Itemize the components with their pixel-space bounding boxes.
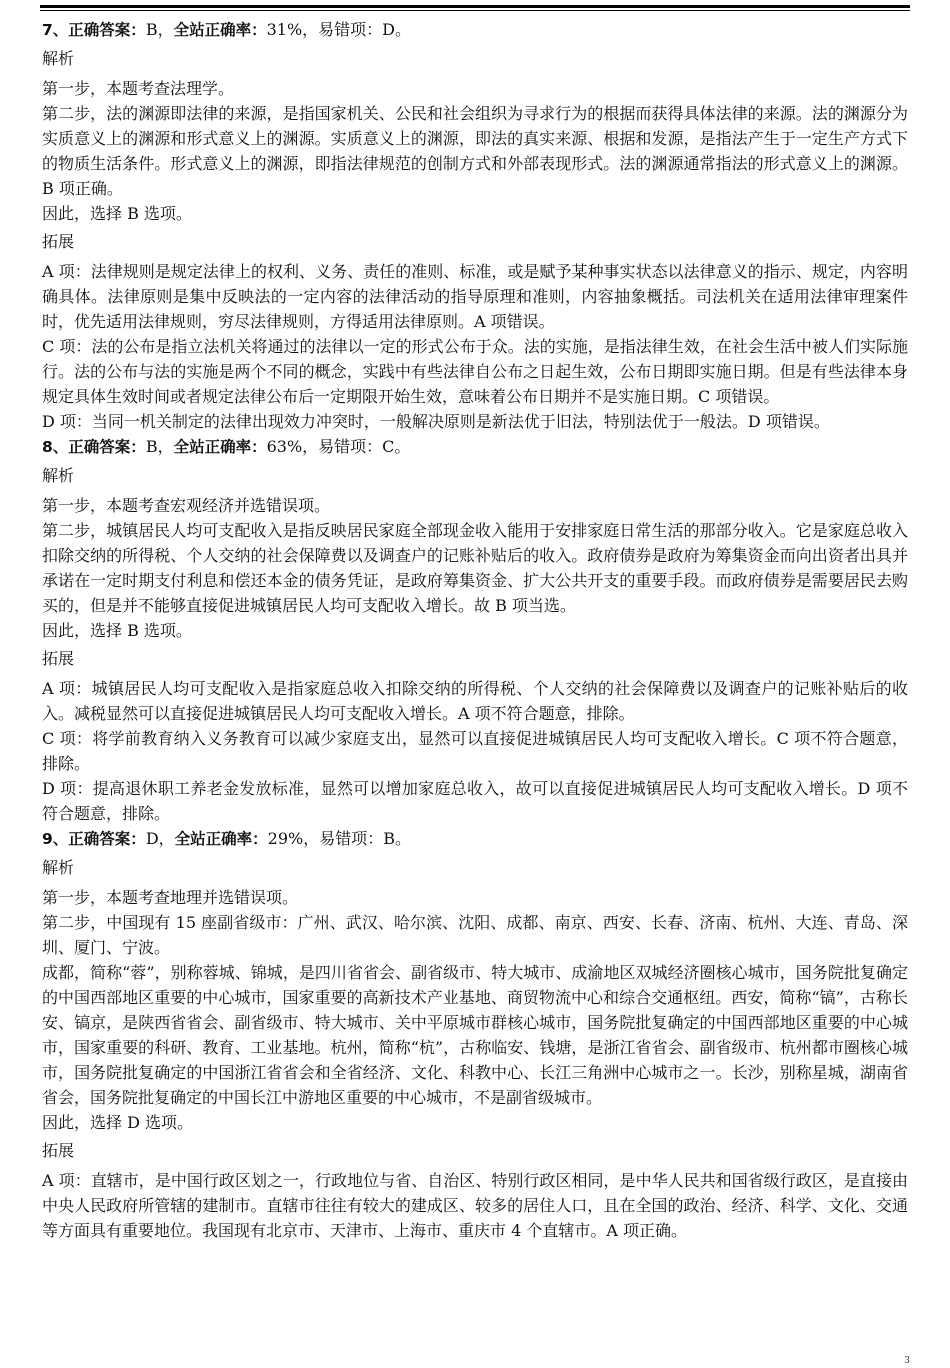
page-number: 3 bbox=[904, 1356, 910, 1366]
analysis-label: 解析 bbox=[42, 49, 75, 68]
extension-label: 拓展 bbox=[42, 1141, 75, 1160]
analysis-paragraph: 第一步，本题考查宏观经济并选错误项。 bbox=[42, 496, 331, 515]
header-rule-thick bbox=[40, 5, 910, 8]
extension-paragraph: C 项：法的公布是指立法机关将通过的法律以一定的形式公布于众。法的实施，是指法律生效，在社会生活中被人们实际施行。法的公布与法的实施是两个不同的概念，实践中有些法律自公布之日起生效，公布日期即实施日期。但是有些法律本身规定具体生效时间或者规定法律公布后一定期限开始生效，意味着公布日期并不是实施日期。C 项错误。 bbox=[42, 337, 908, 406]
question-7 bbox=[42, 17, 908, 434]
question-7-heading: 7、正确答案：B，全站正确率：31%，易错项：D。 bbox=[42, 20, 411, 39]
analysis-paragraph: 第二步，中国现有 15 座副省级市：广州、武汉、哈尔滨、沈阳、成都、南京、西安、长春、济南、杭州、大连、青岛、深圳、厦门、宁波。 bbox=[42, 913, 908, 957]
analysis-paragraph: 因此，选择 B 选项。 bbox=[42, 204, 192, 223]
question-9-heading: 9、正确答案：D，全站正确率：29%，易错项：B。 bbox=[42, 829, 411, 848]
question-8 bbox=[42, 434, 908, 826]
analysis-paragraph: 因此，选择 D 选项。 bbox=[42, 1113, 194, 1132]
extension-paragraph: D 项：提高退休职工养老金发放标准，显然可以增加家庭总收入，故可以直接促进城镇居民人均可支配收入增长。D 项不符合题意，排除。 bbox=[42, 779, 908, 823]
extension-paragraph: A 项：法律规则是规定法律上的权利、义务、责任的准则、标准，或是赋予某种事实状态以法律意义的指示、规定，内容明确具体。法律原则是集中反映法的一定内容的法律活动的指导原理和准则，内容抽象概括。司法机关在适用法律审理案件时，优先适用法律规则，穷尽法律规则，方得适用法律原则。A 项错误。 bbox=[42, 262, 908, 331]
extension-label: 拓展 bbox=[42, 649, 75, 668]
question-9 bbox=[42, 826, 908, 1243]
analysis-paragraph: 因此，选择 B 选项。 bbox=[42, 621, 192, 640]
analysis-paragraph: 第一步，本题考查地理并选错误项。 bbox=[42, 888, 299, 907]
analysis-paragraph: 成都，简称“蓉”，别称蓉城、锦城，是四川省省会、副省级市、特大城市、成渝地区双城经济圈核心城市，国务院批复确定的中国西部地区重要的中心城市，国家重要的高新技术产业基地、商贸物流中心和综合交通枢纽。西安，简称“镐”，古称长安、镐京，是陕西省省会、副省级市、特大城市、关中平原城市群核心城市，国务院批复确定的中国西部地区重要的中心城市，国家重要的科研、教育、工业基地。杭州，简称“杭”，古称临安、钱塘，是浙江省省会、副省级市、杭州都市圈核心城市，国务院批复确定的中国浙江省省会和全省经济、文化、科教中心、长江三角洲中心城市之一。长沙，别称星城，湖南省省会，国务院批复确定的中国长江中游地区重要的中心城市，不是副省级城市。 bbox=[42, 963, 908, 1107]
analysis-paragraph: 第二步，法的渊源即法律的来源，是指国家机关、公民和社会组织为寻求行为的根据而获得具体法律的来源。法的渊源分为实质意义上的渊源和形式意义上的渊源。实质意义上的渊源，即法的真实来源、根据和发源，是指法产生于一定生产方式下的物质生活条件。形式意义上的渊源，即指法律规范的创制方式和外部表现形式。法的渊源通常指法的形式意义上的渊源。B 项正确。 bbox=[42, 104, 908, 198]
document-body bbox=[42, 17, 908, 1243]
analysis-paragraph: 第一步，本题考查法理学。 bbox=[42, 79, 235, 98]
extension-label: 拓展 bbox=[42, 232, 75, 251]
extension-paragraph: A 项：直辖市，是中国行政区划之一，行政地位与省、自治区、特别行政区相同，是中华人民共和国省级行政区，是直接由中央人民政府所管辖的建制市。直辖市往往有较大的建成区、较多的居住人口，且在全国的政治、经济、科学、文化、交通等方面具有重要地位。我国现有北京市、天津市、上海市、重庆市 4 个直辖市。A 项正确。 bbox=[42, 1171, 908, 1240]
analysis-label: 解析 bbox=[42, 466, 75, 485]
extension-paragraph: D 项：当同一机关制定的法律出现效力冲突时，一般解决原则是新法优于旧法，特别法优于一般法。D 项错误。 bbox=[42, 412, 830, 431]
extension-paragraph: A 项：城镇居民人均可支配收入是指家庭总收入扣除交纳的所得税、个人交纳的社会保障费以及调查户的记账补贴后的收入。减税显然可以直接促进城镇居民人均可支配收入增长。A 项不符合题意，排除。 bbox=[42, 679, 908, 723]
extension-paragraph: C 项：将学前教育纳入义务教育可以减少家庭支出，显然可以直接促进城镇居民人均可支配收入增长。C 项不符合题意，排除。 bbox=[42, 729, 908, 773]
header-rule-thin bbox=[40, 10, 910, 11]
question-8-heading: 8、正确答案：B，全站正确率：63%，易错项：C。 bbox=[42, 437, 411, 456]
analysis-paragraph: 第二步，城镇居民人均可支配收入是指反映居民家庭全部现金收入能用于安排家庭日常生活的那部分收入。它是家庭总收入扣除交纳的所得税、个人交纳的社会保障费以及调查户的记账补贴后的收入。政府债券是政府为筹集资金而向出资者出具并承诺在一定时期支付利息和偿还本金的债务凭证，是政府筹集资金、扩大公共开支的重要手段。而政府债券是需要居民去购买的，但是并不能够直接促进城镇居民人均可支配收入增长。故 B 项当选。 bbox=[42, 521, 908, 615]
analysis-label: 解析 bbox=[42, 858, 75, 877]
